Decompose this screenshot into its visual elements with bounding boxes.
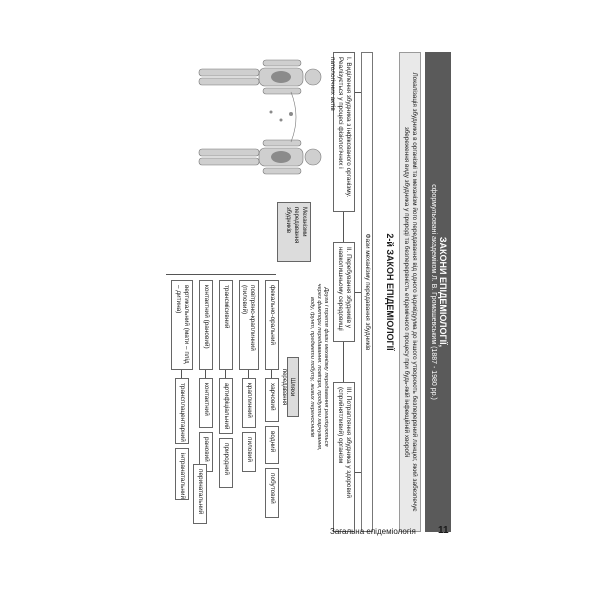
route-dust: пиловий [242, 432, 256, 472]
connector-line [205, 370, 206, 378]
connector-line [355, 472, 361, 473]
route-water: водний [265, 426, 279, 464]
route-contact: контактний [199, 378, 213, 428]
connector-line [355, 92, 361, 93]
page-title: ЗАКОНИ ЕПІДЕМІОЛОГІЇ, [438, 236, 448, 348]
mechanisms-label: Механізми передавання збудників [277, 202, 311, 262]
phase-3-box: ІІІ. Потрапляння збудника у здоровий (сприйнятливий) організм [333, 382, 355, 532]
phase-2-box: ІІ. Перебування збудників у навколишньому середовищі [333, 242, 355, 342]
route-wound: рановий [199, 432, 213, 472]
connector-line [355, 292, 361, 293]
connector-line [225, 370, 226, 378]
running-footer: Загальна епідеміологія [330, 527, 416, 536]
human-figures-illustration [161, 52, 331, 192]
route-droplet: краплинний [242, 378, 256, 428]
mechanism-fecal-oral: фекально-оральний [265, 280, 279, 370]
route-transplacental: трансплацентарний [175, 378, 189, 444]
route-artificial: артифіціальний [219, 378, 233, 434]
mechanism-airborne: повітряно-краплинний (пиловий) [239, 280, 259, 370]
phase-1-box: І. Виділення збудника з інфікованого організму. Реалізується у процесі фізіологічних і патологічних актів [333, 52, 355, 212]
first-law-box: Локалізація збудника в організмі та механізм його передавання від одного індивідуума до іншого утворюють безперервний ланцюг, який забезпечує збереження виду збудника у природі та безперервність епідемічного процесу при будь-якій інфекційній хворобі [399, 52, 421, 532]
title-bar [425, 52, 451, 532]
page-subtitle: сформульовані академіком Л. В. Громашевським (1887 - 1980 рр.) [430, 184, 437, 400]
arrow-line [343, 342, 344, 382]
second-phase-note: Друга і третя фази механізму передавання реалізуються через фактори передавання: повітря, продукти харчування, воду, ґрунт, предмети побуту, живих переносників [309, 283, 329, 451]
page-number: 11 [438, 525, 449, 536]
phases-heading: Фази механізму передавання збудників [361, 52, 373, 532]
route-perinatal: перинатальний [193, 464, 207, 524]
mechanism-transmissive: трансмісивний [219, 280, 233, 370]
mechanism-contact: контактний (рановий) [199, 280, 213, 370]
arrow-line [343, 212, 344, 242]
route-natural: природний [219, 438, 233, 488]
routes-label: Шляхи передавання [287, 357, 299, 417]
connector-line [181, 370, 182, 378]
connector-line [271, 370, 272, 378]
mechanism-trunk-line [166, 274, 276, 275]
second-law-title: 2-й ЗАКОН ЕПІДЕМІОЛОГІЇ [385, 233, 395, 351]
route-intranatal: інтранатальний [175, 448, 189, 500]
rotated-content [151, 52, 451, 532]
mechanism-vertical: вертикальний (мати – плід – дитина) [171, 280, 193, 370]
route-household: побутовий [265, 468, 279, 518]
connector-line [248, 370, 249, 378]
route-food: харчовий [265, 378, 279, 422]
